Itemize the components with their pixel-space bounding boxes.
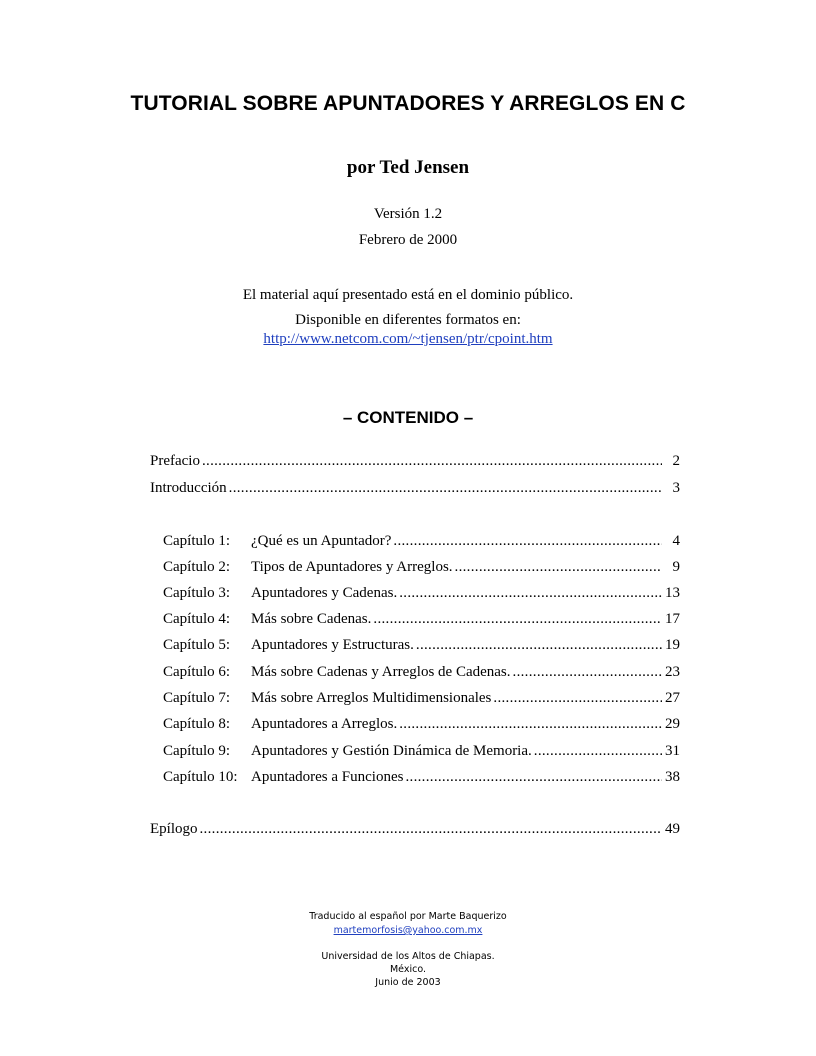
toc-entry-label: Tipos de Apuntadores y Arreglos. <box>251 559 453 575</box>
toc-entry-label: Apuntadores y Cadenas. <box>251 585 398 601</box>
translator-credit: Traducido al español por Marte Baquerizo <box>309 911 507 922</box>
toc-entry-page: 4 <box>672 533 680 549</box>
toc-entry-label: ¿Qué es un Apuntador? <box>251 533 392 549</box>
toc-leader-dots <box>455 559 662 576</box>
toc-leader-dots <box>393 533 662 550</box>
toc-entry-chapter-9[interactable] <box>163 743 680 763</box>
contents-heading: – CONTENIDO – <box>342 408 474 427</box>
toc-entry-chapter-2[interactable] <box>163 559 680 579</box>
toc-entry-chapter-4[interactable] <box>163 611 680 631</box>
toc-entry-label: Prefacio <box>150 453 200 469</box>
toc-entry-page: 49 <box>665 821 680 837</box>
toc-leader-dots <box>202 453 662 470</box>
toc-entry-label: Más sobre Cadenas y Arreglos de Cadenas. <box>251 664 511 680</box>
date-line: Febrero de 2000 <box>358 232 458 248</box>
toc-entry-page: 19 <box>665 637 680 653</box>
toc-entry-label: Apuntadores y Estructuras. <box>251 637 414 653</box>
toc-entry-label: Epílogo <box>150 821 198 837</box>
translator-email-link[interactable]: martemorfosis@yahoo.com.mx <box>333 925 483 936</box>
toc-entry-page: 2 <box>672 453 680 469</box>
toc-entry-label: Apuntadores y Gestión Dinámica de Memoria. <box>251 743 532 759</box>
toc-entry-epilogo[interactable] <box>150 821 680 841</box>
toc-entry-page: 29 <box>665 716 680 732</box>
toc-chapter-number: Capítulo 4: <box>163 611 231 627</box>
email-line <box>0 925 816 936</box>
url-line <box>0 331 816 348</box>
formats-notice: Disponible en diferentes formatos en: <box>295 312 521 328</box>
toc-entry-page: 38 <box>665 769 680 785</box>
version-line: Versión 1.2 <box>373 206 443 222</box>
toc-entry-page: 9 <box>672 559 680 575</box>
toc-leader-dots <box>229 480 662 497</box>
toc-entry-page: 31 <box>665 743 680 759</box>
toc-chapter-number: Capítulo 7: <box>163 690 231 706</box>
toc-entry-page: 13 <box>665 585 680 601</box>
toc-chapter-number: Capítulo 5: <box>163 637 231 653</box>
translation-date-line: Junio de 2003 <box>375 977 441 988</box>
toc-leader-dots <box>513 664 662 681</box>
toc-leader-dots <box>493 690 662 707</box>
toc-entry-page: 17 <box>665 611 680 627</box>
toc-entry-prefacio[interactable] <box>150 453 680 473</box>
toc-entry-chapter-7[interactable] <box>163 690 680 710</box>
toc-chapter-number: Capítulo 9: <box>163 743 231 759</box>
university-line: Universidad de los Altos de Chiapas. <box>321 951 495 962</box>
document-title: TUTORIAL SOBRE APUNTADORES Y ARREGLOS EN C <box>130 92 686 115</box>
source-url-link[interactable]: http://www.netcom.com/~tjensen/ptr/cpoint.htm <box>263 331 553 347</box>
toc-chapter-number: Capítulo 8: <box>163 716 231 732</box>
toc-leader-dots <box>399 585 662 602</box>
toc-chapter-number: Capítulo 2: <box>163 559 231 575</box>
toc-entry-chapter-1[interactable] <box>163 533 680 553</box>
public-domain-notice: El material aquí presentado está en el dominio público. <box>242 287 574 303</box>
toc-entry-label: Más sobre Arreglos Multidimensionales <box>251 690 492 706</box>
toc-chapter-number: Capítulo 1: <box>163 533 231 549</box>
toc-entry-label: Introducción <box>150 480 227 496</box>
toc-entry-page: 23 <box>665 664 680 680</box>
toc-leader-dots <box>405 769 662 786</box>
toc-entry-label: Más sobre Cadenas. <box>251 611 372 627</box>
toc-entry-chapter-8[interactable] <box>163 716 680 736</box>
toc-entry-page: 27 <box>665 690 680 706</box>
toc-leader-dots <box>373 611 662 628</box>
toc-entry-label: Apuntadores a Arreglos. <box>251 716 398 732</box>
toc-chapter-number: Capítulo 3: <box>163 585 231 601</box>
toc-entry-chapter-6[interactable] <box>163 664 680 684</box>
toc-leader-dots <box>200 821 663 838</box>
toc-entry-chapter-5[interactable] <box>163 637 680 657</box>
toc-entry-label: Apuntadores a Funciones <box>251 769 404 785</box>
toc-leader-dots <box>399 716 662 733</box>
toc-chapter-number: Capítulo 10: <box>163 769 238 785</box>
toc-entry-chapter-10[interactable] <box>163 769 680 789</box>
toc-leader-dots <box>416 637 662 654</box>
toc-chapter-number: Capítulo 6: <box>163 664 231 680</box>
author-line: por Ted Jensen <box>346 157 470 178</box>
toc-leader-dots <box>534 743 662 760</box>
toc-entry-introduccion[interactable] <box>150 480 680 500</box>
country-line: México. <box>389 964 427 975</box>
toc-entry-chapter-3[interactable] <box>163 585 680 605</box>
toc-entry-page: 3 <box>672 480 680 496</box>
